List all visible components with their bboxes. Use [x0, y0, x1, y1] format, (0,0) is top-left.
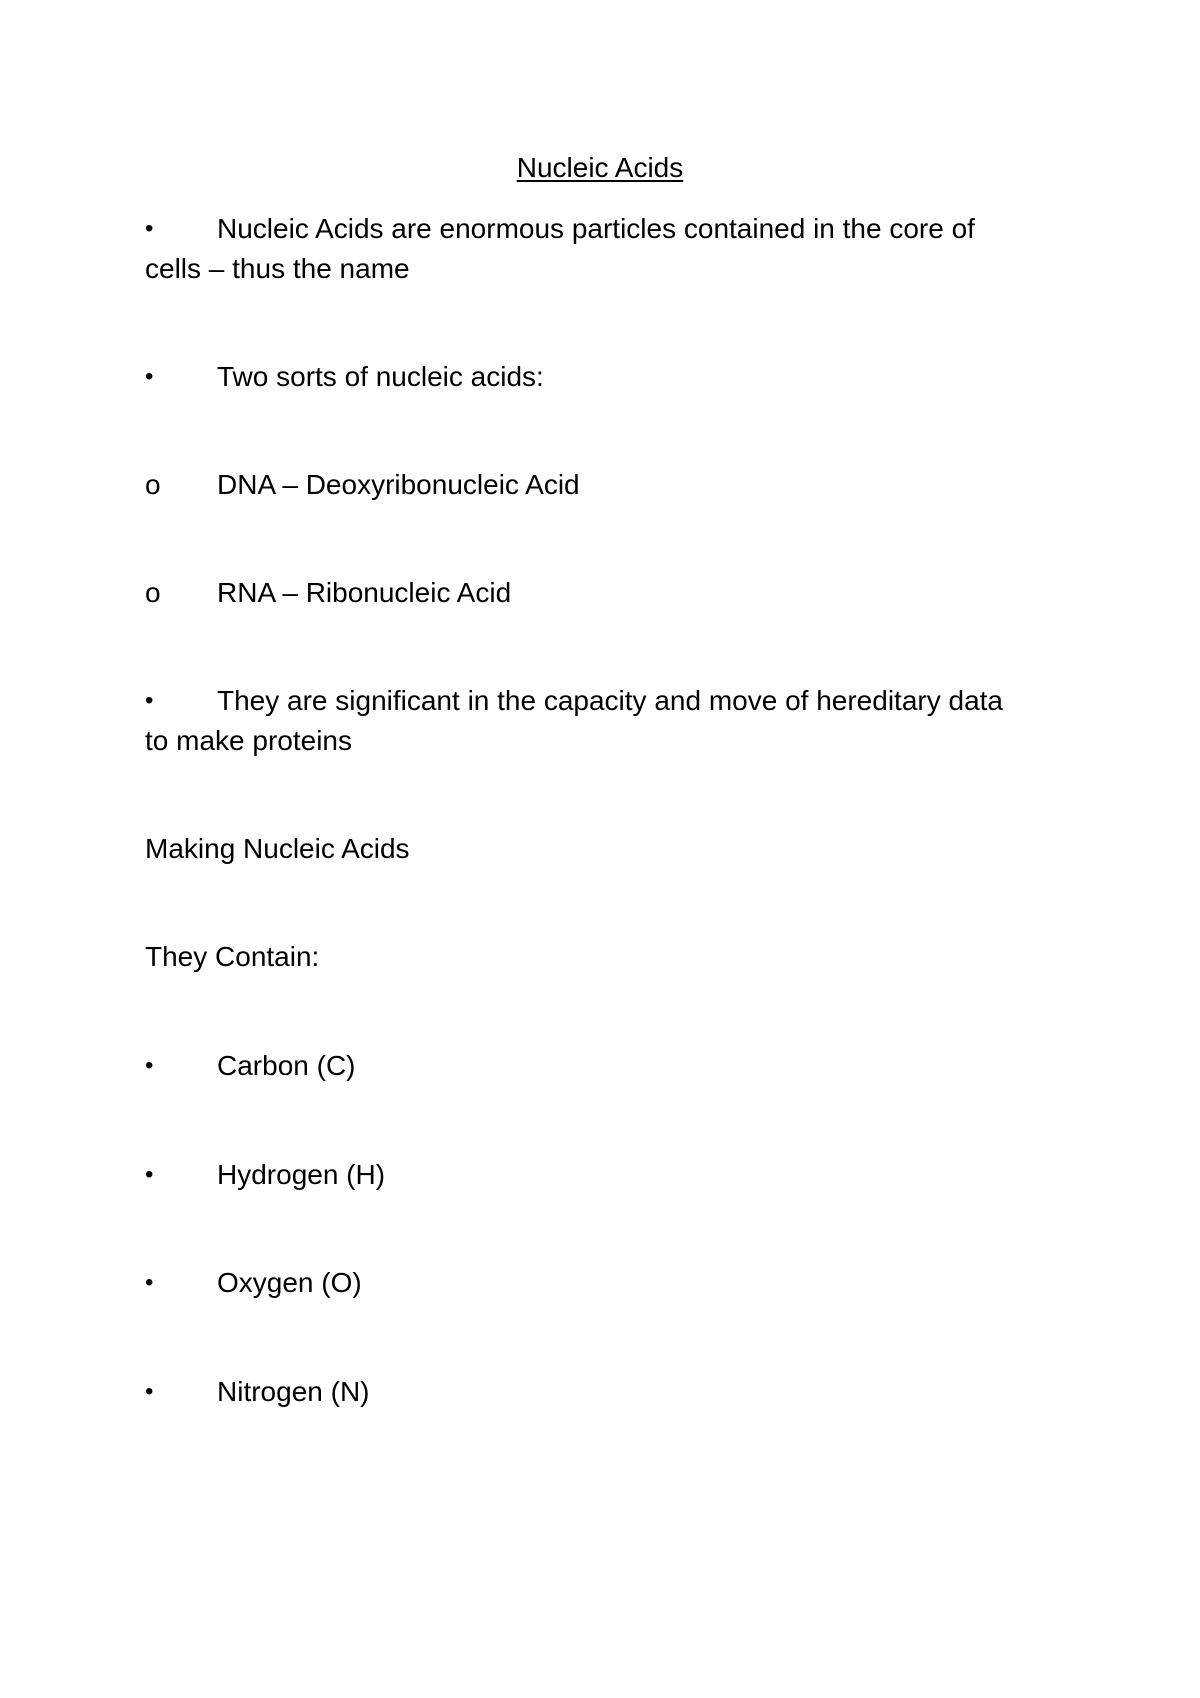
bullet-marker: •	[145, 1161, 154, 1188]
sub-bullet-marker: o	[145, 577, 161, 608]
importance-continuation	[145, 720, 1075, 762]
list-item-text: Nitrogen (N)	[217, 1376, 370, 1407]
bullet-marker: •	[145, 215, 154, 242]
intro-text-line-1: Nucleic Acids are enormous particles contained in the core of	[217, 213, 975, 244]
intro-text-line-2: cells – thus the name	[145, 253, 410, 284]
bullet-marker: •	[145, 1052, 154, 1079]
list-item-text: Carbon (C)	[217, 1050, 356, 1081]
section-heading: Making Nucleic Acids	[145, 833, 410, 864]
page-title: Nucleic Acids	[516, 152, 684, 183]
list-item-text: Hydrogen (H)	[217, 1159, 386, 1190]
contains-label: They Contain:	[145, 941, 320, 972]
importance-text-line-1: They are significant in the capacity and move of hereditary data	[217, 685, 1003, 716]
types-heading-text: Two sorts of nucleic acids:	[217, 361, 544, 392]
sub-bullet-marker: o	[145, 469, 161, 500]
intro-continuation	[145, 248, 1075, 290]
list-item-text: DNA – Deoxyribonucleic Acid	[217, 469, 580, 500]
bullet-marker: •	[145, 363, 154, 390]
list-item-text: Oxygen (O)	[217, 1267, 362, 1298]
bullet-marker: •	[145, 687, 154, 714]
importance-text-line-2: to make proteins	[145, 725, 352, 756]
bullet-marker: •	[145, 1378, 154, 1405]
list-item-text: RNA – Ribonucleic Acid	[217, 577, 512, 608]
bullet-marker: •	[145, 1269, 154, 1296]
